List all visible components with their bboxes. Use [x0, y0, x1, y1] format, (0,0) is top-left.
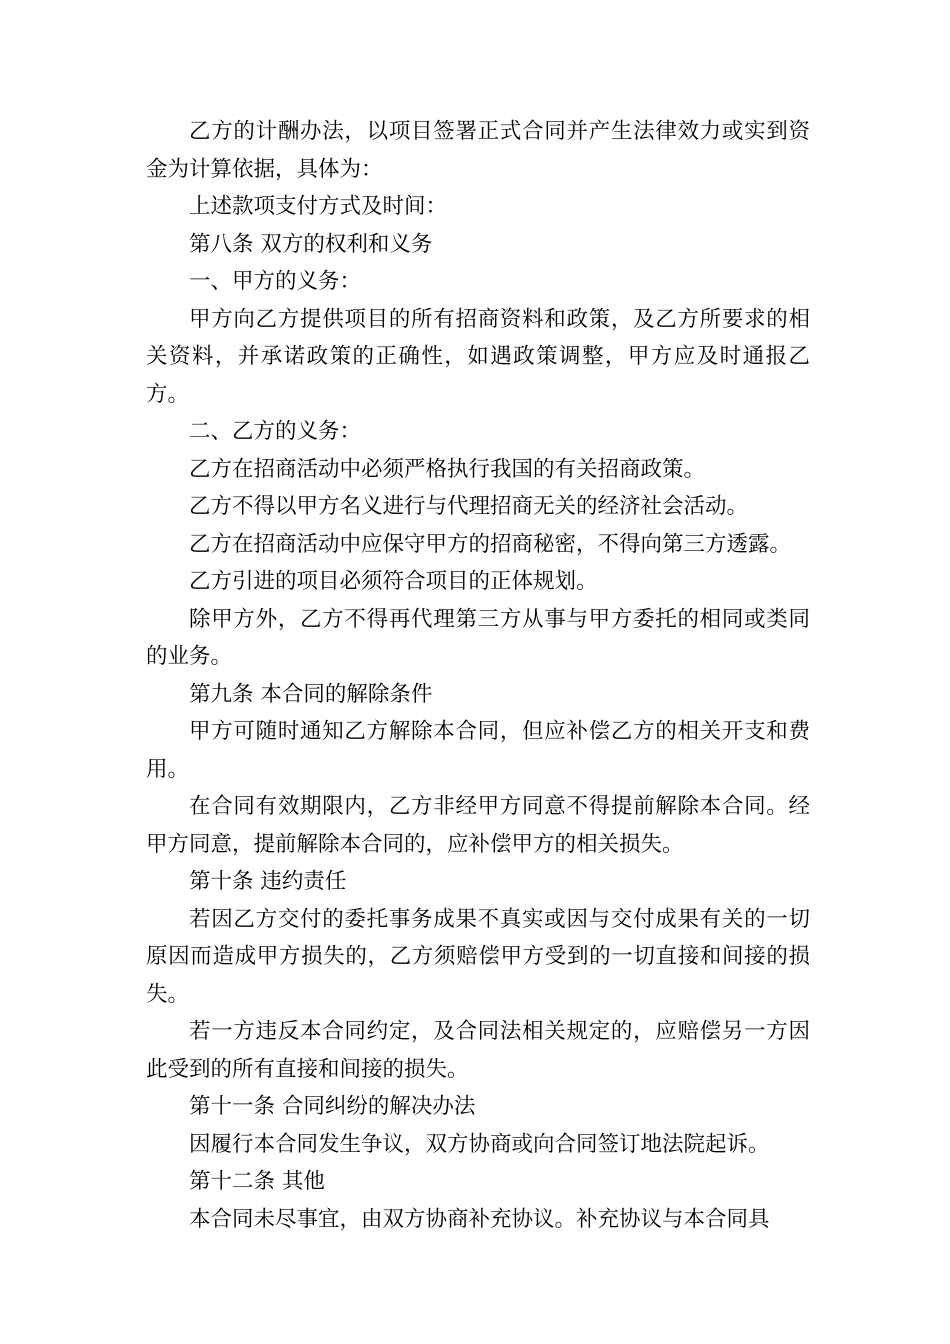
party-a-obligations-heading: 一、甲方的义务：	[189, 269, 362, 294]
paragraph-party-b-obligation-2: 乙方不得以甲方名义进行与代理招商无关的经济社会活动。	[189, 494, 749, 519]
paragraph-party-b-obligation-3: 乙方在招商活动中应保守甲方的招商秘密，不得向第三方透露。	[189, 531, 792, 557]
paragraph-liability-2: 若一方违反本合同约定，及合同法相关规定的，应赔偿另一方因此受到的所有直接和间接的损失。	[146, 1019, 810, 1082]
paragraph-party-b-obligation-4: 乙方引进的项目必须符合项目的正体规划。	[189, 569, 598, 594]
paragraph-termination-1: 甲方可随时通知乙方解除本合同，但应补偿乙方的相关开支和费用。	[146, 719, 810, 782]
article-9-heading: 第九条 本合同的解除条件	[189, 681, 433, 707]
paragraph-liability-1: 若因乙方交付的委托事务成果不真实或因与交付成果有关的一切原因而造成甲方损失的，乙方须赔偿甲方受到的一切直接和间接的损失。	[146, 906, 810, 1007]
paragraph-party-a-obligation: 甲方向乙方提供项目的所有招商资料和政策，及乙方所要求的相关资料，并承诺政策的正确性，如遇政策调整，甲方应及时通报乙方。	[146, 306, 810, 407]
article-8-heading: 第八条 双方的权利和义务	[189, 231, 433, 257]
paragraph-termination-2: 在合同有效期限内，乙方非经甲方同意不得提前解除本合同。经甲方同意，提前解除本合同的，应补偿甲方的相关损失。	[146, 794, 810, 857]
document-body	[146, 113, 810, 1238]
paragraph-party-b-obligation-1: 乙方在招商活动中必须严格执行我国的有关招商政策。	[189, 456, 706, 482]
paragraph-remuneration-method: 乙方的计酬办法，以项目签署正式合同并产生法律效力或实到资金为计算依据，具体为：	[146, 119, 810, 182]
article-10-heading: 第十条 违约责任	[189, 869, 347, 894]
paragraph-party-b-obligation-5: 除甲方外，乙方不得再代理第三方从事与甲方委托的相同或类同的业务。	[146, 606, 810, 669]
article-12-heading: 第十二条 其他	[189, 1169, 325, 1194]
paragraph-dispute-resolution: 因履行本合同发生争议，双方协商或向合同签订地法院起诉。	[189, 1131, 770, 1157]
article-11-heading: 第十一条 合同纠纷的解决办法	[189, 1094, 476, 1119]
paragraph-other-matters: 本合同未尽事宜，由双方协商补充协议。补充协议与本合同具	[189, 1206, 770, 1232]
party-b-obligations-heading: 二、乙方的义务：	[189, 419, 362, 444]
paragraph-payment-terms: 上述款项支付方式及时间：	[189, 194, 448, 219]
